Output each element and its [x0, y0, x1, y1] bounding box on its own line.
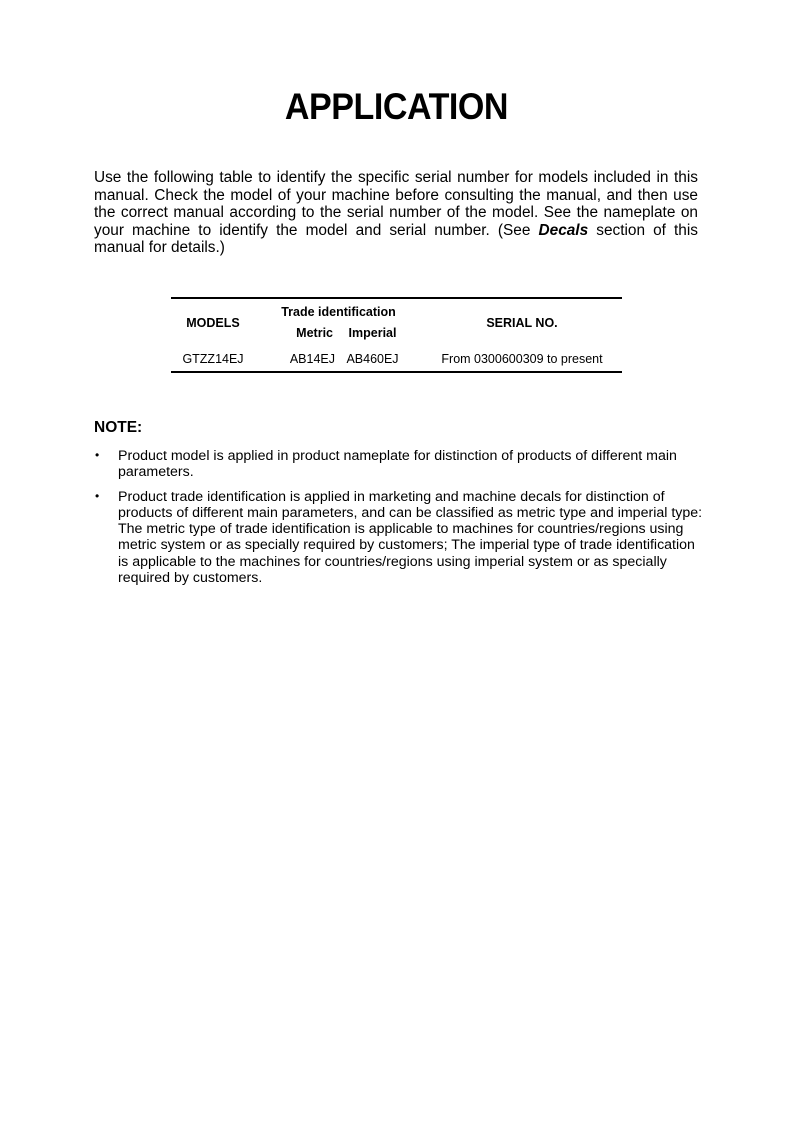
- decals-reference: Decals: [538, 221, 589, 239]
- cell-metric: AB14EJ: [289, 351, 335, 366]
- list-item: [94, 448, 704, 481]
- note-text: Product model is applied in product nameplate for distinction of products of different main parameters.: [118, 448, 677, 481]
- list-item: [94, 489, 704, 587]
- page-title: APPLICATION: [284, 86, 509, 127]
- header-trade-identification: Trade identification: [281, 305, 396, 319]
- serial-number-table: [171, 297, 622, 373]
- cell-serial: From 0300600309 to present: [441, 351, 603, 366]
- note-heading: NOTE:: [94, 419, 143, 436]
- bullet-icon: •: [95, 448, 100, 462]
- intro-paragraph: [94, 169, 698, 257]
- header-metric: Metric: [296, 325, 333, 340]
- note-list: [94, 448, 704, 594]
- intro-text-after: section of this manual for details.): [94, 221, 698, 257]
- intro-text-before: Use the following table to identify the specific serial number for models included in this manual. Check the model of your machine before consulting the manual, and then use the correct manual according to the serial number of the model. See the nameplate on your machine to identify the model and serial number. (See: [94, 169, 698, 239]
- header-models: MODELS: [186, 315, 240, 330]
- cell-imperial: AB460EJ: [346, 351, 399, 366]
- header-imperial: Imperial: [348, 325, 397, 340]
- bullet-icon: •: [95, 488, 100, 503]
- cell-model: GTZZ14EJ: [182, 351, 244, 366]
- note-text: Product trade identification is applied in marketing and machine decals for distinction of products of different main parameters, and can be classified as metric type and imperial type: The metric type of trade identification is applicable to machines for countries/regions using metric system or as specially required by customers; The imperial type of trade identification is applicable to the machines for countries/regions using imperial system or as specially required by customers.: [118, 488, 703, 587]
- table-row: [171, 346, 622, 372]
- header-serial-no: SERIAL NO.: [486, 315, 558, 330]
